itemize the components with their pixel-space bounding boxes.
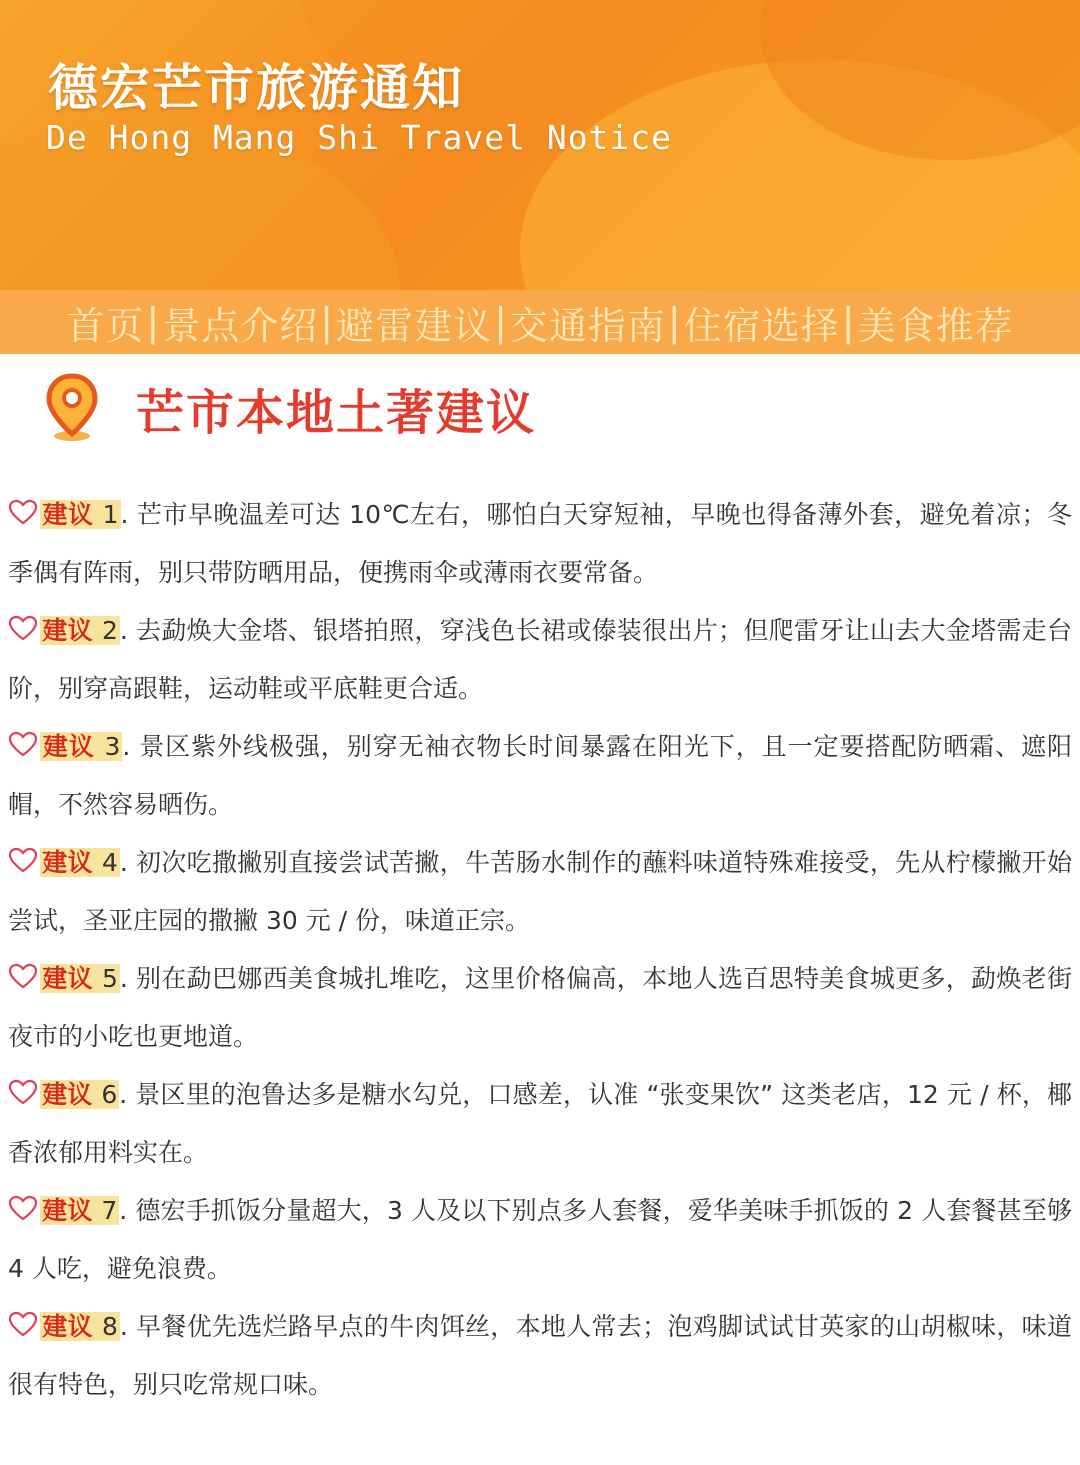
- nav-item-attractions[interactable]: 景点介绍: [162, 303, 319, 348]
- heart-icon: [8, 499, 38, 525]
- page-title: 德宏芒市旅游通知: [48, 59, 464, 117]
- nav-bar: [0, 290, 1080, 354]
- nav-separator: |: [841, 300, 856, 344]
- heart-icon: [8, 731, 38, 757]
- list-item: 建议 3. 景区紫外线极强，别穿无袖衣物长时间暴露在阳光下，且一定要搭配防晒霜、遮阳帽，不然容易晒伤。: [8, 732, 1072, 819]
- heart-icon: [8, 1079, 38, 1105]
- tip-label: 建议 5: [42, 964, 118, 993]
- location-pin-icon: [44, 372, 100, 448]
- tip-text: 去勐焕大金塔、银塔拍照，穿浅色长裙或傣装很出片；但爬雷牙让山去大金塔需走台阶，别穿高跟鞋，运动鞋或平底鞋更合适。: [8, 616, 1072, 703]
- tip-text: 芒市早晚温差可达 10℃左右，哪怕白天穿短袖，早晚也得备薄外套，避免着凉；冬季偶有阵雨，别只带防晒用品，便携雨伞或薄雨衣要常备。: [8, 500, 1072, 587]
- tip-label: 建议 8: [42, 1312, 118, 1341]
- tip-text: 早餐优先选烂路早点的牛肉饵丝，本地人常去；泡鸡脚试试甘英家的山胡椒味，味道很有特色，别只吃常规口味。: [8, 1312, 1072, 1399]
- list-item: 建议 4. 初次吃撒撇别直接尝试苦撇，牛苦肠水制作的蘸料味道特殊难接受，先从柠檬撇开始尝试，圣亚庄园的撒撇 30 元 / 份，味道正宗。: [8, 848, 1072, 935]
- heart-icon: [8, 1195, 38, 1221]
- nav-item-transport[interactable]: 交通指南: [509, 303, 666, 348]
- tip-label: 建议 4: [42, 848, 118, 877]
- nav-item-lodging[interactable]: 住宿选择: [683, 303, 840, 348]
- tip-text: 景区紫外线极强，别穿无袖衣物长时间暴露在阳光下，且一定要搭配防晒霜、遮阳帽，不然容易晒伤。: [8, 732, 1072, 819]
- tip-text: 景区里的泡鲁达多是糖水勾兑，口感差，认准 “张变果饮” 这类老店，12 元 / 杯，椰香浓郁用料实在。: [8, 1080, 1072, 1167]
- section-title: 芒市本地土著建议: [136, 385, 537, 441]
- nav-item-home[interactable]: 首页: [66, 303, 145, 348]
- section-header: [0, 354, 1080, 466]
- nav-item-pitfalls[interactable]: 避雷建议: [336, 303, 493, 348]
- tips-list: [0, 466, 1080, 1414]
- heart-icon: [8, 615, 38, 641]
- header-banner: [0, 0, 1080, 290]
- list-item: 建议 6. 景区里的泡鲁达多是糖水勾兑，口感差，认准 “张变果饮” 这类老店，12 元 / 杯，椰香浓郁用料实在。: [8, 1080, 1072, 1167]
- tip-label: 建议 3: [42, 732, 121, 761]
- tip-label: 建议 7: [42, 1196, 118, 1225]
- tip-text: 别在勐巴娜西美食城扎堆吃，这里价格偏高，本地人选百思特美食城更多，勐焕老街夜市的小吃也更地道。: [8, 964, 1072, 1051]
- tip-label: 建议 2: [42, 616, 118, 645]
- heart-icon: [8, 1311, 38, 1337]
- nav-separator: |: [667, 300, 682, 344]
- list-item: 建议 1. 芒市早晚温差可达 10℃左右，哪怕白天穿短袖，早晚也得备薄外套，避免着凉；冬季偶有阵雨，别只带防晒用品，便携雨伞或薄雨衣要常备。: [8, 500, 1072, 587]
- nav-item-food[interactable]: 美食推荐: [857, 303, 1014, 348]
- list-item: 建议 7. 德宏手抓饭分量超大，3 人及以下别点多人套餐，爱华美味手抓饭的 2 人套餐甚至够 4 人吃，避免浪费。: [8, 1196, 1072, 1283]
- page-subtitle: De Hong Mang Shi Travel Notice: [46, 118, 673, 157]
- tip-text: 初次吃撒撇别直接尝试苦撇，牛苦肠水制作的蘸料味道特殊难接受，先从柠檬撇开始尝试，圣亚庄园的撒撇 30 元 / 份，味道正宗。: [8, 848, 1072, 935]
- list-item: 建议 2. 去勐焕大金塔、银塔拍照，穿浅色长裙或傣装很出片；但爬雷牙让山去大金塔需走台阶，别穿高跟鞋，运动鞋或平底鞋更合适。: [8, 616, 1072, 703]
- tip-label: 建议 1: [42, 500, 119, 529]
- nav-separator: |: [146, 300, 161, 344]
- nav-separator: |: [494, 300, 508, 344]
- heart-icon: [8, 847, 38, 873]
- tip-label: 建议 6: [42, 1080, 118, 1109]
- list-item: 建议 8. 早餐优先选烂路早点的牛肉饵丝，本地人常去；泡鸡脚试试甘英家的山胡椒味，味道很有特色，别只吃常规口味。: [8, 1312, 1072, 1399]
- nav-separator: |: [320, 300, 335, 344]
- heart-icon: [8, 963, 38, 989]
- list-item: 建议 5. 别在勐巴娜西美食城扎堆吃，这里价格偏高，本地人选百思特美食城更多，勐焕老街夜市的小吃也更地道。: [8, 964, 1072, 1051]
- tip-text: 德宏手抓饭分量超大，3 人及以下别点多人套餐，爱华美味手抓饭的 2 人套餐甚至够 4 人吃，避免浪费。: [8, 1196, 1072, 1283]
